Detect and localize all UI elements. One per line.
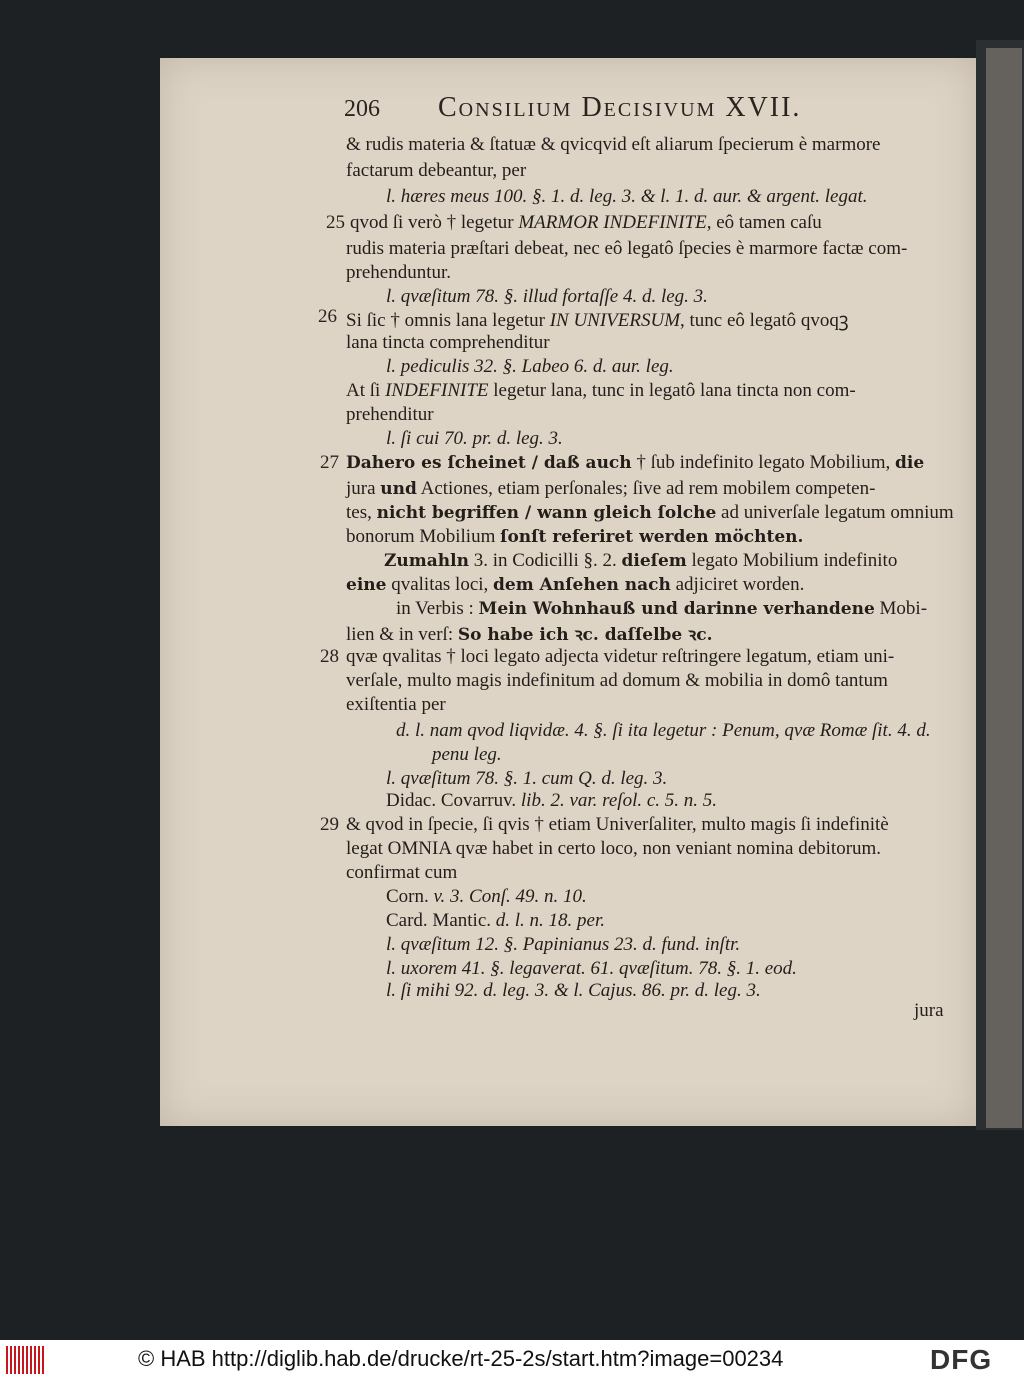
text-line: & qvod in ſpecie, ſi qvis † etiam Univerſaliter, multo magis ſi indefinitè xyxy=(346,814,889,835)
running-title: Consilium Decisivum XVII. xyxy=(438,92,802,123)
citation-line: l. pediculis 32. §. Labeo 6. d. aur. leg. xyxy=(386,356,674,377)
text-line: Dahero es ſcheinet / daß auch † ſub indefinito legato Mobilium, die xyxy=(346,452,925,473)
text-line: lien & in verſ: So habe ich ꝛc. daſſelbe ꝛc. xyxy=(346,624,713,645)
text-line: prehenditur xyxy=(346,404,434,425)
citation-line: Card. Mantic. d. l. n. 18. per. xyxy=(386,910,606,931)
margin-number: 27 xyxy=(320,452,339,473)
dfg-logo: DFG xyxy=(930,1344,993,1375)
text-line: factarum debeantur, per xyxy=(346,160,527,181)
text-line: eine qvalitas loci, dem Anſehen nach adjiciret worden. xyxy=(346,574,805,595)
text-line: lana tincta comprehenditur xyxy=(346,332,550,353)
text-line: in Verbis : Mein Wohnhauß und darinne verhandene Mobi- xyxy=(396,598,928,619)
page-number: 206 xyxy=(344,96,380,122)
citation-line: l. qvæſitum 78. §. 1. cum Q. d. leg. 3. xyxy=(386,768,668,789)
text-line: Zumahln 3. in Codicilli §. 2. dieſem legato Mobilium indefinito xyxy=(384,550,898,571)
citation-line: l. ſi cui 70. pr. d. leg. 3. xyxy=(386,428,563,449)
citation-line: l. qvæſitum 78. §. illud fortaſſe 4. d. leg. 3. xyxy=(386,286,708,307)
text-line: exiſtentia per xyxy=(346,694,446,715)
text-line: rudis materia præſtari debeat, nec eô legatô ſpecies è marmore factæ com- xyxy=(346,238,908,259)
text-line: qvæ qvalitas † loci legato adjecta videtur reſtringere legatum, etiam uni- xyxy=(346,646,895,667)
text-line: bonorum Mobilium ſonſt referiret werden möchten. xyxy=(346,526,804,547)
barcode-icon xyxy=(6,1346,48,1374)
citation-line: l. qvæſitum 12. §. Papinianus 23. d. fund. inſtr. xyxy=(386,934,741,955)
margin-number: 25 xyxy=(326,212,345,233)
citation-line: d. l. nam qvod liqvidæ. 4. §. ſi ita legetur : Penum, qvæ Romæ ſit. 4. d. xyxy=(396,720,931,741)
text-line: verſale, multo magis indefinitum ad domum & mobilia in domô tantum xyxy=(346,670,888,691)
citation-line: Corn. v. 3. Conſ. 49. n. 10. xyxy=(386,886,587,907)
margin-number: 26 xyxy=(318,306,337,327)
page-header xyxy=(344,88,904,128)
text-line: qvod ſi verò † legetur MARMOR INDEFINITE, eô tamen caſu xyxy=(350,212,822,233)
text-line: & rudis materia & ſtatuæ & qvicqvid eſt aliarum ſpecierum è marmore xyxy=(346,134,881,155)
text-line: jura und Actiones, etiam perſonales; ſive ad rem mobilem competen- xyxy=(346,478,876,499)
citation-line: Didac. Covarruv. lib. 2. var. reſol. c. 5. n. 5. xyxy=(386,790,718,811)
citation-line: penu leg. xyxy=(432,744,502,765)
text-line: legat OMNIA qvæ habet in certo loco, non veniant nomina debitorum. xyxy=(346,838,882,859)
text-line: prehenduntur. xyxy=(346,262,452,283)
text-line: At ſi INDEFINITE legetur lana, tunc in legatô lana tincta non com- xyxy=(346,380,856,401)
text-line: Si ſic † omnis lana legetur IN UNIVERSUM, tunc eô legatô qvoqꝫ xyxy=(346,310,849,331)
citation-line: l. hæres meus 100. §. 1. d. leg. 3. & l. 1. d. aur. & argent. legat. xyxy=(386,186,868,207)
permalink[interactable]: © HAB http://diglib.hab.de/drucke/rt-25-2s/start.htm?image=00234 xyxy=(138,1346,784,1371)
margin-number: 29 xyxy=(320,814,339,835)
citation-line: l. ſi mihi 92. d. leg. 3. & l. Cajus. 86. pr. d. leg. 3. xyxy=(386,980,761,1001)
margin-number: 28 xyxy=(320,646,339,667)
next-page-edge xyxy=(986,48,1022,1128)
viewer-footer xyxy=(0,1340,1024,1380)
text-line: confirmat cum xyxy=(346,862,458,883)
catchword: jura xyxy=(914,1000,944,1021)
citation-line: l. uxorem 41. §. legaverat. 61. qvæſitum. 78. §. 1. eod. xyxy=(386,958,797,979)
text-line: tes, nicht begriffen / wann gleich ſolche ad univerſale legatum omnium xyxy=(346,502,954,523)
